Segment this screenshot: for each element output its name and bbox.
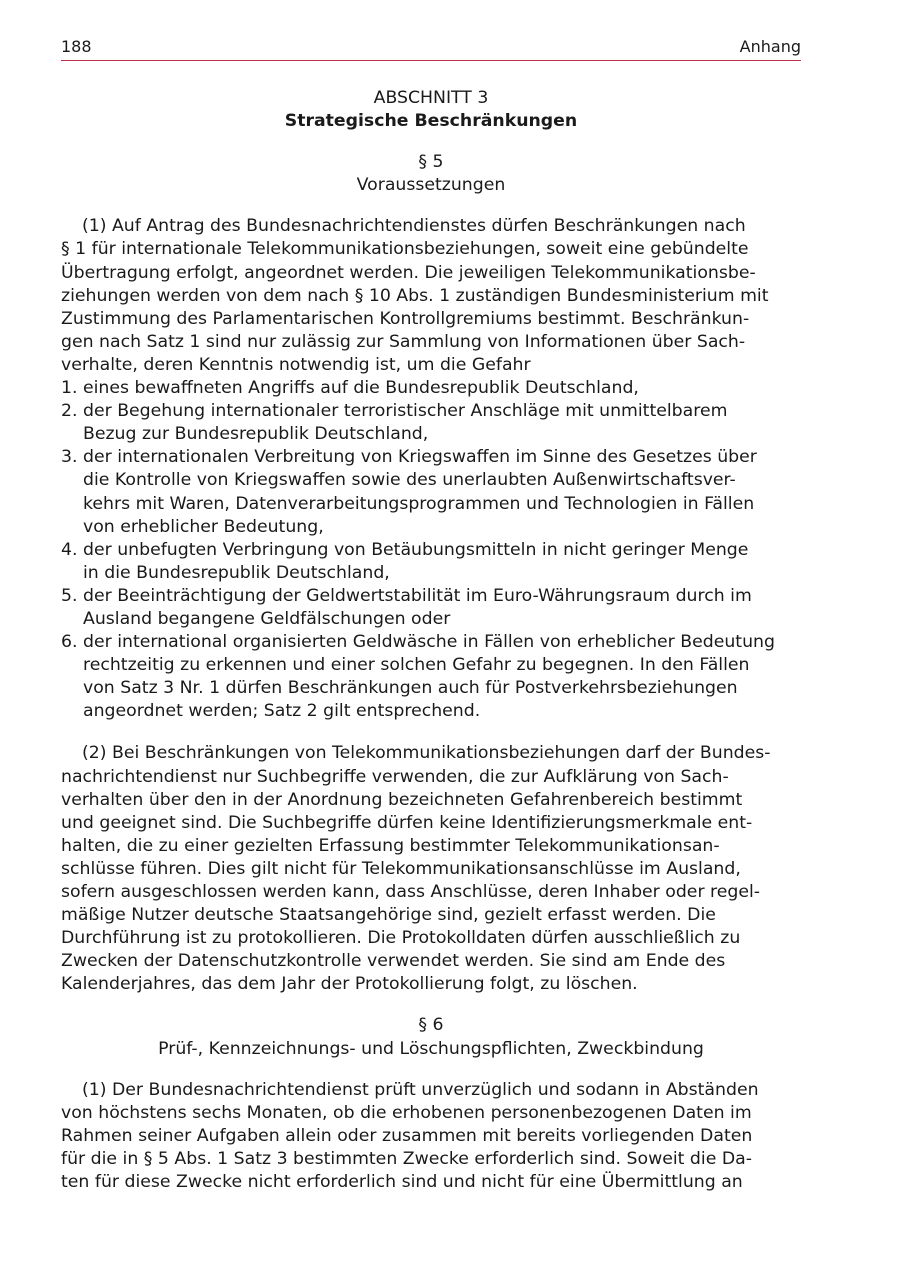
- list-item-text: [83, 446, 801, 538]
- text-line: kehrs mit Waren, Datenverarbeitungsprogrammen und Technologien in Fällen: [83, 493, 755, 514]
- paragraph-6-1: [61, 1079, 801, 1194]
- text-line: (1) Der Bundesnachrichtendienst prüft unverzüglich und sodann in Abständen: [82, 1079, 759, 1100]
- text-line: verhalte, deren Kenntnis notwendig ist, um die Gefahr: [61, 354, 531, 375]
- enumeration-list: [61, 377, 801, 723]
- text-line: Übertragung erfolgt, angeordnet werden. Die jeweiligen Telekommunikationsbe-: [61, 262, 756, 283]
- paragraph-5-2: [61, 742, 801, 996]
- list-item: [61, 446, 801, 538]
- list-item-number: 5.: [61, 585, 78, 606]
- text-line: in die Bundesrepublik Deutschland,: [83, 562, 390, 583]
- list-item-text: [83, 631, 801, 723]
- section-label: ABSCHNITT 3: [373, 88, 489, 108]
- text-line: sofern ausgeschlossen werden kann, dass Anschlüsse, deren Inhaber oder regel-: [61, 882, 761, 902]
- text-line: verhalten über den in der Anordnung bezeichneten Gefahrenbereich bestimmt: [61, 789, 743, 810]
- page-number: 188: [61, 37, 92, 56]
- list-item-text: [83, 377, 801, 400]
- text-line: Ausland begangene Geldfälschungen oder: [83, 608, 451, 629]
- text-line: ten für diese Zwecke nicht erforderlich sind und nicht für eine Übermittlung an: [61, 1172, 743, 1193]
- text-line: schlüsse führen. Dies gilt nicht für Telekommunikationsanschlüsse im Ausland,: [61, 858, 741, 879]
- text-line: die Kontrolle von Kriegswaffen sowie des unerlaubten Außenwirtschaftsver-: [83, 470, 736, 491]
- text-line: der international organisierten Geldwäsche in Fällen von erheblicher Bedeutung: [83, 632, 775, 653]
- list-item-number: 1.: [61, 378, 78, 399]
- running-header: [61, 0, 801, 61]
- text-line: der internationalen Verbreitung von Kriegswaffen im Sinne des Gesetzes über: [83, 447, 757, 468]
- list-item-number: 2.: [61, 401, 78, 422]
- list-item-number: 4.: [61, 539, 78, 560]
- text-line: ziehungen werden von dem nach § 10 Abs. 1 zuständigen Bundesministerium mit: [61, 285, 769, 306]
- text-line: rechtzeitig zu erkennen und einer solchen Gefahr zu begegnen. In den Fällen: [83, 655, 750, 676]
- list-item-text: [83, 400, 801, 446]
- text-line: und geeignet sind. Die Suchbegriffe dürfen keine Identifizierungsmerkmale ent-: [61, 812, 753, 833]
- list-item: [61, 631, 801, 723]
- text-line: (2) Bei Beschränkungen von Telekommunikationsbeziehungen darf der Bundes-: [82, 743, 771, 764]
- text-line: nachrichtendienst nur Suchbegriffe verwenden, die zur Aufklärung von Sach-: [61, 766, 729, 787]
- text-line: gen nach Satz 1 sind nur zulässig zur Sammlung von Informationen über Sach-: [61, 331, 746, 352]
- section-title: Strategische Beschränkungen: [284, 111, 578, 132]
- list-item: [61, 400, 801, 446]
- text-line: halten, die zu einer gezielten Erfassung bestimmter Telekommunikationsan-: [61, 835, 720, 856]
- text-line: Zwecken der Datenschutzkontrolle verwendet werden. Sie sind am Ende des: [61, 951, 726, 972]
- text-line: von erheblicher Bedeutung,: [83, 516, 324, 537]
- text-line: der unbefugten Verbringung von Betäubungsmitteln in nicht geringer Menge: [83, 539, 749, 560]
- list-item: [61, 539, 801, 585]
- document-page: [61, 0, 801, 1194]
- text-line: mäßige Nutzer deutsche Staatsangehörige sind, gezielt erfasst werden. Die: [61, 905, 716, 926]
- text-line: § 1 für internationale Telekommunikationsbeziehungen, soweit eine gebündelte: [61, 239, 749, 260]
- text-line: für die in § 5 Abs. 1 Satz 3 bestimmten Zwecke erforderlich sind. Soweit die Da-: [61, 1148, 752, 1169]
- text-line: Kalenderjahres, das dem Jahr der Protokollierung folgt, zu löschen.: [61, 974, 638, 995]
- text-line: von höchstens sechs Monaten, ob die erhobenen personenbezogenen Daten im: [61, 1102, 752, 1123]
- text-line: angeordnet werden; Satz 2 gilt entsprechend.: [83, 701, 481, 722]
- list-item-number: 3.: [61, 447, 78, 468]
- paragraph-number: § 5: [418, 152, 444, 173]
- list-item: [61, 585, 801, 631]
- running-header-title: Anhang: [739, 37, 801, 56]
- paragraph-title: Prüf-, Kennzeichnungs- und Löschungspflichten, Zweckbindung: [158, 1038, 704, 1059]
- list-item-number: 6.: [61, 632, 78, 653]
- text-line: Bezug zur Bundesrepublik Deutschland,: [83, 424, 429, 445]
- text-line: der Beeinträchtigung der Geldwertstabilität im Euro-Währungsraum durch im: [83, 585, 752, 606]
- list-item-text: [83, 585, 801, 631]
- text-line: eines bewaffneten Angriffs auf die Bundesrepublik Deutschland,: [83, 378, 639, 399]
- text-line: (1) Auf Antrag des Bundesnachrichtendienstes dürfen Beschränkungen nach: [82, 216, 746, 237]
- text-line: Durchführung ist zu protokollieren. Die Protokolldaten dürfen ausschließlich zu: [61, 928, 741, 949]
- text-line: von Satz 3 Nr. 1 dürfen Beschränkungen auch für Postverkehrsbeziehungen: [83, 678, 738, 699]
- paragraph-title: Voraussetzungen: [356, 175, 506, 196]
- text-line: der Begehung internationaler terroristischer Anschläge mit unmittelbarem: [83, 401, 728, 422]
- text-line: Rahmen seiner Aufgaben allein oder zusammen mit bereits vorliegenden Daten: [61, 1125, 753, 1146]
- list-item: [61, 377, 801, 400]
- text-line: Zustimmung des Parlamentarischen Kontrollgremiums bestimmt. Beschränkun-: [61, 308, 750, 329]
- paragraph-number: § 6: [418, 1015, 444, 1036]
- list-item-text: [83, 539, 801, 585]
- paragraph-5-1: [61, 215, 801, 377]
